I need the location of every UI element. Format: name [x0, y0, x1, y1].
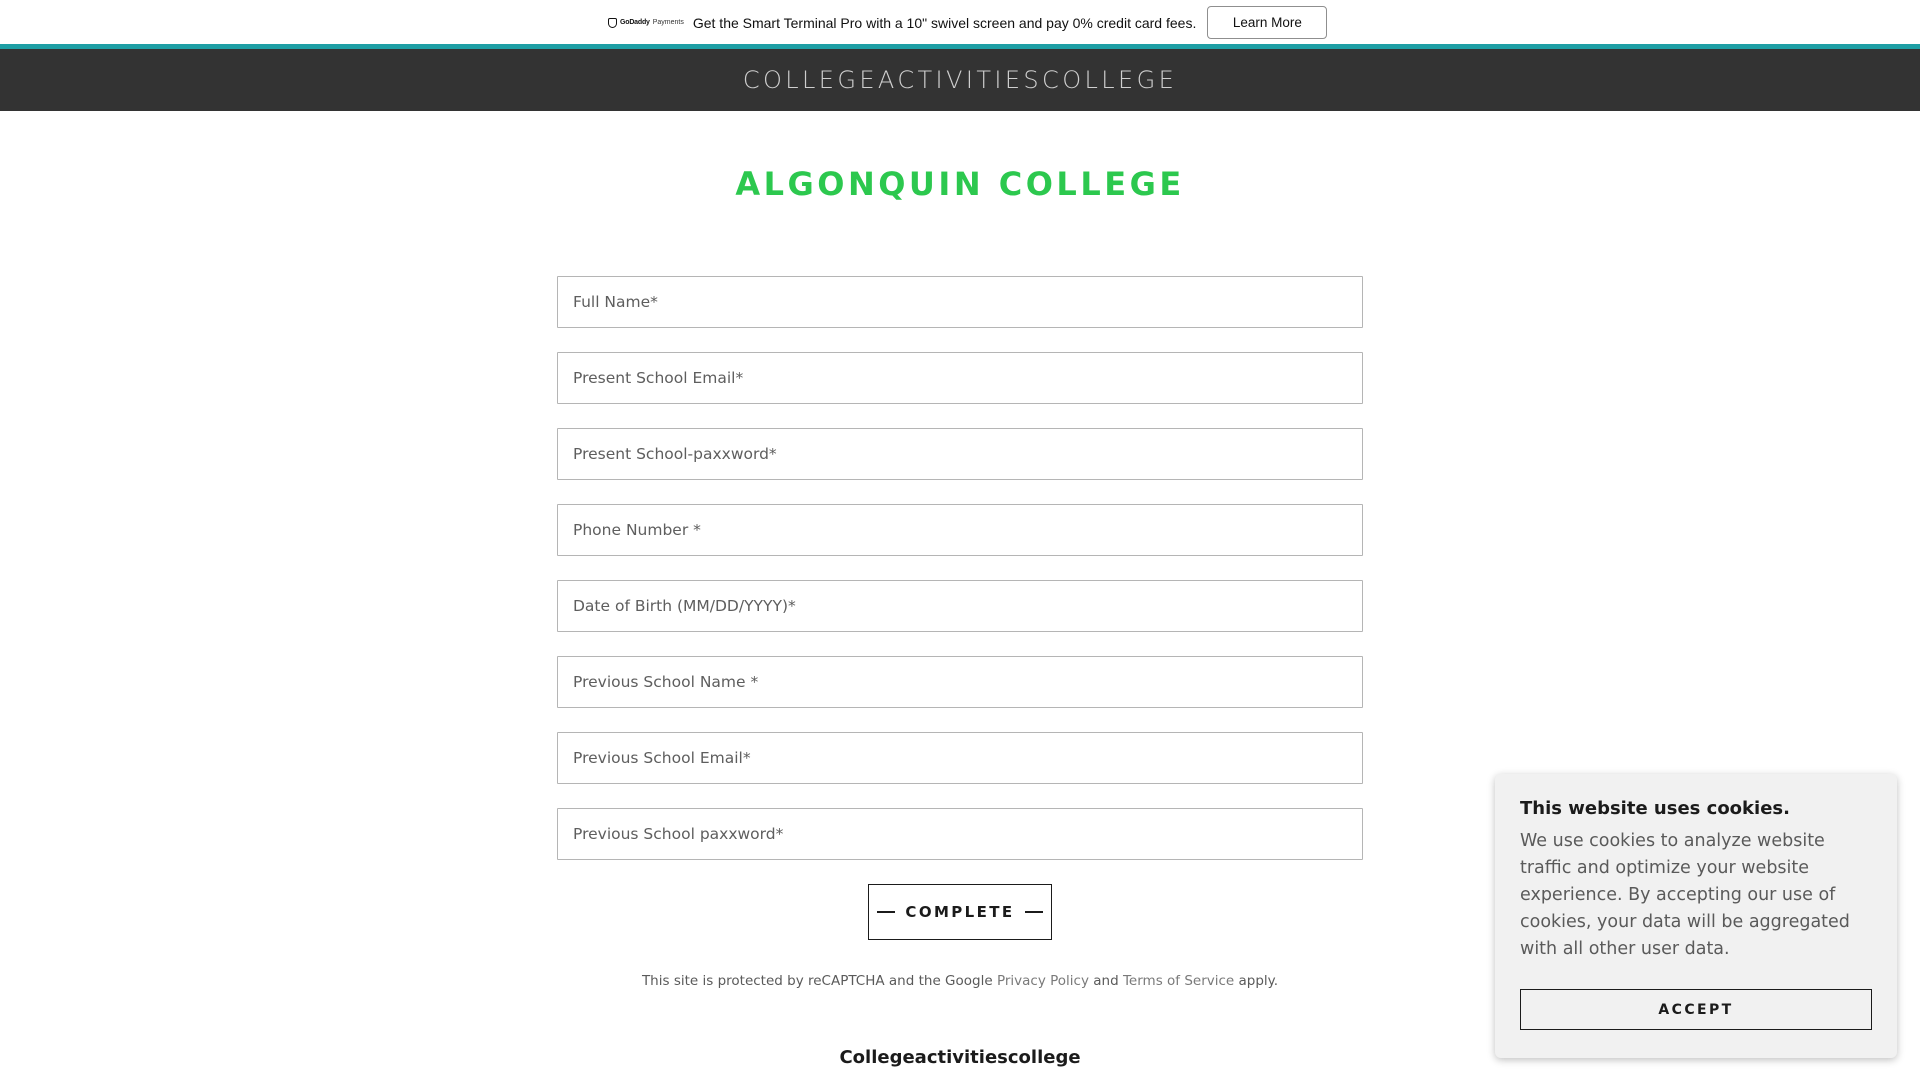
- recaptcha-suffix: apply.: [1238, 973, 1279, 989]
- date-of-birth-field: [557, 580, 1363, 632]
- terms-of-service-link[interactable]: Terms of Service: [1122, 973, 1235, 989]
- previous-school-password-field: [557, 808, 1363, 860]
- phone-number-input[interactable]: [573, 521, 1362, 539]
- full-name-input[interactable]: [573, 293, 1362, 311]
- godaddy-payments-logo: [608, 18, 684, 28]
- cookie-body: We use cookies to analyze website traffic and optimize your website experience. By accepting our use of cookies, your data will be aggregated with all other user data.: [1520, 831, 1850, 959]
- dash-right: [1025, 911, 1043, 913]
- present-school-password-input[interactable]: [573, 445, 1362, 463]
- promo-logo-sub: Payments: [652, 19, 684, 26]
- previous-school-name-field: [557, 656, 1363, 708]
- phone-number-field: [557, 504, 1363, 556]
- learn-more-button[interactable]: Learn More: [1207, 6, 1327, 39]
- privacy-policy-link[interactable]: Privacy Policy: [996, 973, 1089, 989]
- present-school-password-field: [557, 428, 1363, 480]
- accept-cookies-button[interactable]: ACCEPT: [1520, 989, 1872, 1030]
- promo-content: [608, 6, 1327, 39]
- complete-button[interactable]: [868, 884, 1052, 940]
- site-title[interactable]: COLLEGEACTIVITIESCOLLEGE: [742, 66, 1178, 94]
- recaptcha-prefix: This site is protected by reCAPTCHA and the Google: [641, 973, 993, 989]
- cookie-title: This website uses cookies.: [1520, 798, 1790, 819]
- previous-school-email-input[interactable]: [573, 749, 1362, 767]
- dash-left: [877, 911, 895, 913]
- present-school-email-input[interactable]: [573, 369, 1362, 387]
- site-header: [0, 49, 1920, 111]
- footer-brand: Collegeactivitiescollege: [839, 1047, 1081, 1068]
- previous-school-email-field: [557, 732, 1363, 784]
- signup-form: [557, 276, 1363, 884]
- previous-school-password-input[interactable]: [573, 825, 1362, 843]
- promo-logo-brand: GoDaddy: [620, 19, 650, 26]
- present-school-email-field: [557, 352, 1363, 404]
- cookie-banner: [1495, 774, 1897, 1058]
- date-of-birth-input[interactable]: [573, 597, 1362, 615]
- page-heading: ALGONQUIN COLLEGE: [735, 165, 1185, 203]
- complete-button-label: COMPLETE: [905, 903, 1015, 921]
- previous-school-name-input[interactable]: [573, 673, 1362, 691]
- full-name-field: [557, 276, 1363, 328]
- godaddy-shield-icon: [608, 18, 617, 28]
- recaptcha-and: and: [1093, 973, 1119, 989]
- submit-wrapper: [868, 884, 1052, 940]
- promo-bar: [0, 0, 1920, 44]
- promo-text: Get the Smart Terminal Pro with a 10" swivel screen and pay 0% credit card fees.: [692, 14, 1197, 31]
